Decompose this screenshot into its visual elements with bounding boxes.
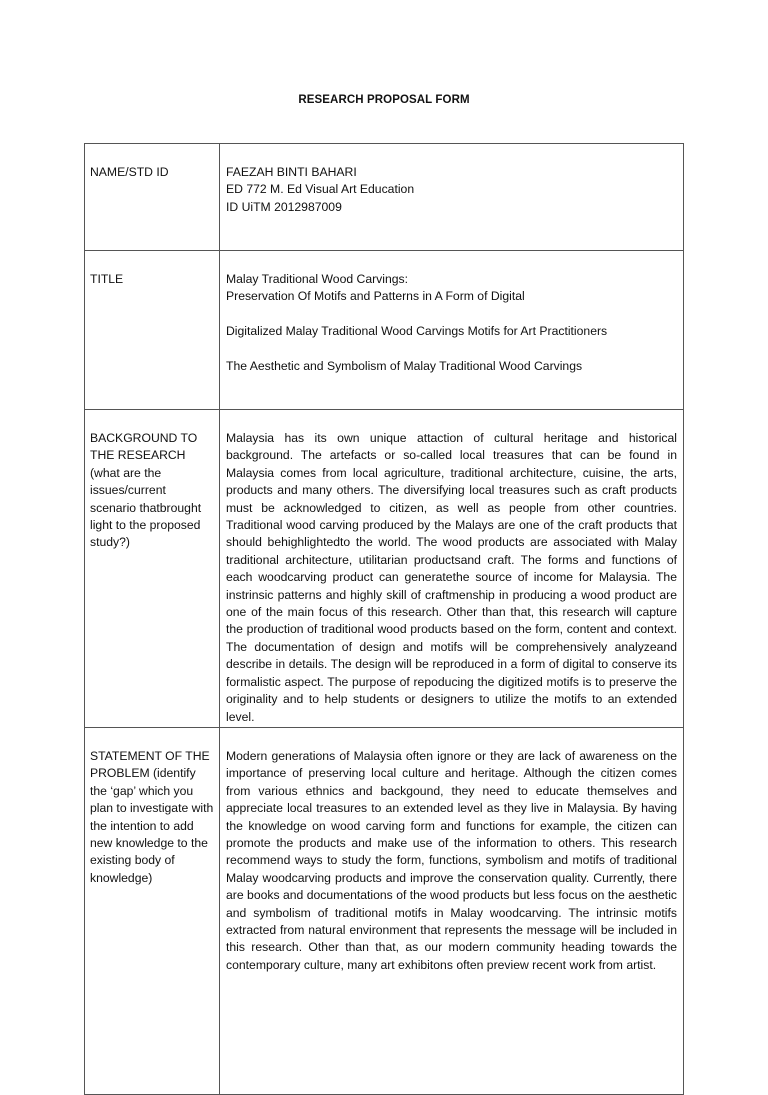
name-value	[220, 144, 684, 251]
table-row	[85, 728, 684, 1095]
background-text: Malaysia has its own unique attaction of cultural heritage and historical background. The artefacts or so-called local treasures that can be found in Malaysia comes from local agriculture, traditional architecture, cuisine, the arts, products and many others. The diversifying local treasures such as craft products must be acknowledged to citizen, as well as people from other countries. Traditional wood carving produced by the Malays are one of the craft products that should behighlightedto the world. The wood products are associated with Malay traditional architecture, utilitarian productsand craft. The forms and functions of each woodcarving product can generatethe source of income for Malaysia. The instrinsic patterns and highly skill of craftmenship in producing a wood product are one of the main focus of this research. Other than that, this research will capture the production of traditional wood products based on the form, content and context. The documentation of design and motifs will be comprehensively analyzeand describe in details. The design will be reproduced in a form of digital to conserve its formalistic aspect. The purpose of repoducing the digitized motifs is to preserve the originality and to help students or designers to utilize the motifs to an extended level.	[220, 410, 684, 728]
title-line-1: Malay Traditional Wood Carvings:	[226, 272, 408, 286]
title-value	[220, 251, 684, 410]
table-row	[85, 251, 684, 410]
table-row	[85, 144, 684, 251]
program: ED 772 M. Ed Visual Art Education	[226, 182, 415, 197]
background-label: BACKGROUND TO THE RESEARCH (what are the issues/current scenario thatbrought light to the proposed study?)	[85, 410, 220, 728]
alternative-title-1: Digitalized Malay Traditional Wood Carvings Motifs for Art Practitioners	[226, 324, 608, 339]
alternative-title-2: The Aesthetic and Symbolism of Malay Traditional Wood Carvings	[226, 359, 583, 373]
name-label: NAME/STD ID	[85, 144, 220, 251]
title-line-2: Preservation Of Motifs and Patterns in A Form of Digital	[226, 289, 525, 304]
proposal-form-table	[84, 143, 684, 1095]
student-name: FAEZAH BINTI BAHARI	[226, 165, 357, 179]
statement-text: Modern generations of Malaysia often ignore or they are lack of awareness on the importance of preserving local culture and heritage. Although the citizen comes from various ethnics and backgound, they need to educate themselves and appreciate local treasures to an extended level as they live in Malaysia. By having the knowledge on wood carving form and functions for example, the citizen can promote the products and make use of the information to others. This research recommend ways to study the form, functions, symbolism and motifs of traditional Malay woodcarving products and improve the conservation quality. Currently, there are books and documentations of the wood products but less focus on the aesthetic and symbolism of traditional motifs in Malay woodcarving. The intrinsic motifs extracted from natural environment that represents the message will be included in this research. Other than that, as our modern community heading towards the contemporary culture, many art exhibitons often preview recent work from artist.	[220, 728, 684, 1095]
statement-label: STATEMENT OF THE PROBLEM (identify the ‘gap’ which you plan to investigate with the intention to add new knowledge to the existing body of knowledge)	[85, 728, 220, 1095]
student-id: ID UiTM 2012987009	[226, 199, 342, 214]
form-title: RESEARCH PROPOSAL FORM	[298, 94, 470, 106]
table-row	[85, 410, 684, 728]
title-label: TITLE	[85, 251, 220, 410]
